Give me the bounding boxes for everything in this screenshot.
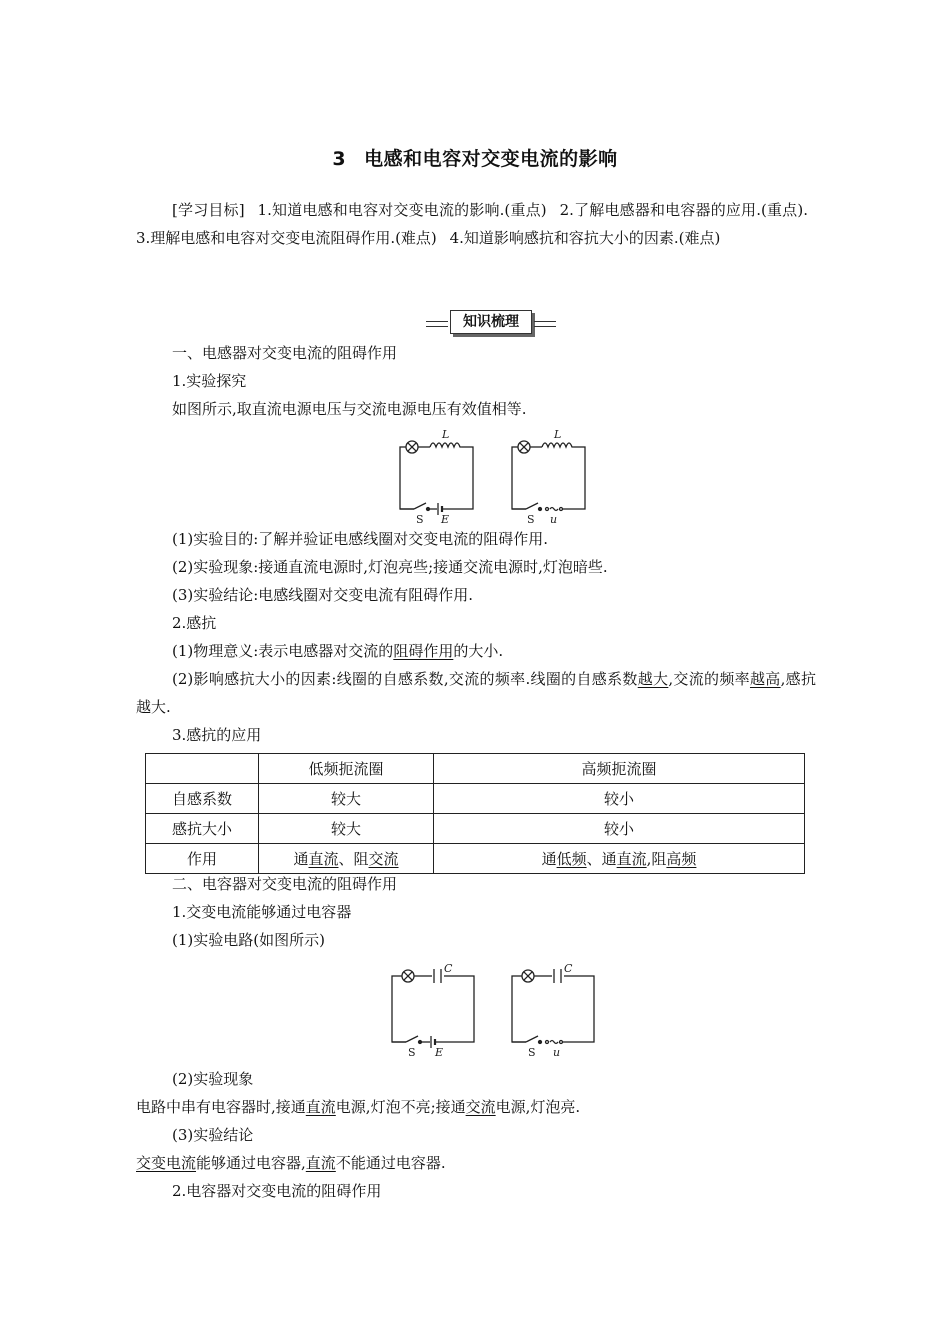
fill-in-answer: 越高	[749, 670, 781, 688]
dc-source-label: E	[441, 513, 450, 523]
goal-item: 2.了解电感器和电容器的应用.(重点).	[559, 201, 808, 219]
goal-item: 1.知道电感和电容对交变电流的影响.(重点)	[257, 201, 547, 219]
inductive-reactance-factors	[136, 665, 816, 721]
goals-label: [学习目标]	[172, 201, 245, 219]
ac-source-icon	[546, 1041, 549, 1044]
circuit-wire	[400, 447, 473, 509]
text-run: 电源,灯泡亮.	[495, 1098, 581, 1116]
badge-left-bar	[426, 321, 448, 327]
table-cell	[259, 844, 434, 874]
page-title	[0, 144, 950, 171]
section1-sub1: 1.实验探究	[172, 372, 247, 390]
capacitor-label: C	[564, 962, 573, 975]
text-run: ,阻	[646, 850, 667, 868]
goal-item: 4.知道影响感抗和容抗大小的因素.(难点)	[449, 229, 721, 247]
switch-label: S	[408, 1046, 416, 1058]
section1-sub2: 2.感抗	[172, 614, 217, 632]
inductor-label: L	[554, 428, 562, 441]
table-header-row	[146, 754, 805, 784]
fill-in-answer: 交流	[465, 1098, 496, 1116]
fill-in-answer: 高频	[666, 850, 697, 868]
section1-heading: 一、电感器对交变电流的阻碍作用	[172, 344, 398, 362]
ac-source-label: u	[550, 513, 558, 523]
ac-source-label: u	[553, 1046, 561, 1058]
experiment-purpose: (1)实验目的:了解并验证电感线圈对交变电流的阻碍作用.	[172, 530, 549, 548]
section2-sub1: 1.交变电流能够通过电容器	[172, 903, 352, 921]
conclusion-label: (3)实验结论	[172, 1126, 254, 1144]
table-cell: 自感系数	[146, 784, 259, 814]
table-cell: 较大	[259, 814, 434, 844]
fill-in-answer: 交变电流	[136, 1154, 197, 1172]
fill-in-answer: 越大	[637, 670, 669, 688]
table-row	[146, 844, 805, 874]
title-text: 电感和电容对交变电流的影响	[364, 148, 618, 170]
section1-intro: 如图所示,取直流电源电压与交流电源电压有效值相等.	[172, 400, 527, 418]
experiment-conclusion: (3)实验结论:电感线圈对交变电流有阻碍作用.	[172, 586, 474, 604]
phenomenon-label: (2)实验现象	[172, 1070, 254, 1088]
table-header-cell	[146, 754, 259, 784]
choke-coil-table	[145, 753, 805, 874]
title-number: 3	[332, 148, 347, 170]
switch-label: S	[527, 513, 535, 523]
capacitor-circuit-figure	[380, 958, 605, 1058]
table-header-cell: 低频扼流圈	[259, 754, 434, 784]
inductor-label: L	[442, 428, 450, 441]
badge-label: 知识梳理	[450, 310, 532, 334]
table-cell: 作用	[146, 844, 259, 874]
capacitor-label: C	[444, 962, 453, 975]
switch-label: S	[528, 1046, 536, 1058]
inductive-reactance-meaning	[172, 637, 862, 665]
text-run: 通	[293, 850, 309, 868]
table-cell: 较小	[434, 814, 805, 844]
text-run: (1)物理意义:表示电感器对交流的	[172, 642, 394, 660]
text-run: (2)影响感抗大小的因素:线圈的自感系数,交流的频率.线圈的自感系数	[172, 670, 638, 688]
inductor-circuit-figure	[390, 425, 595, 523]
section-badge	[426, 310, 556, 334]
table-cell: 较小	[434, 784, 805, 814]
capacitor-phenomenon	[136, 1093, 826, 1121]
text-run: 不能通过电容器.	[335, 1154, 446, 1172]
fill-in-answer: 低频	[556, 850, 587, 868]
text-run: 通	[541, 850, 557, 868]
fill-in-answer: 直流	[616, 850, 647, 868]
text-run: ,交流的频率	[668, 670, 750, 688]
fill-in-answer: 直流	[305, 1098, 336, 1116]
experiment-phenomenon: (2)实验现象:接通直流电源时,灯泡亮些;接通交流电源时,灯泡暗些.	[172, 558, 608, 576]
fill-in-answer: 直流	[308, 850, 339, 868]
goal-item: 3.理解电感和电容对交变电流阻碍作用.(难点)	[136, 229, 437, 247]
text-run: 能够通过电容器,	[196, 1154, 306, 1172]
text-run: 、阻	[338, 850, 369, 868]
badge-right-bar	[534, 321, 556, 327]
table-cell	[434, 844, 805, 874]
table-header-cell: 高频扼流圈	[434, 754, 805, 784]
section2-heading: 二、电容器对交变电流的阻碍作用	[172, 875, 398, 893]
table-row	[146, 784, 805, 814]
section1-sub3: 3.感抗的应用	[172, 726, 262, 744]
fill-in-answer: 阻碍作用	[393, 642, 454, 660]
text-run: ,感抗越大.	[136, 670, 816, 716]
text-run: 的大小.	[453, 642, 504, 660]
section2-sub2: 2.电容器对交变电流的阻碍作用	[172, 1182, 382, 1200]
dc-source-label: E	[435, 1046, 444, 1058]
capacitor-conclusion	[136, 1149, 826, 1177]
text-run: 电源,灯泡不亮;接通	[335, 1098, 466, 1116]
switch-label: S	[416, 513, 424, 523]
text-run: 电路中串有电容器时,接通	[136, 1098, 306, 1116]
learning-goals	[136, 196, 816, 252]
table-cell: 感抗大小	[146, 814, 259, 844]
experiment-circuit: (1)实验电路(如图所示)	[172, 931, 325, 949]
ac-source-icon	[546, 508, 549, 511]
text-run: 、通	[586, 850, 617, 868]
table-row	[146, 814, 805, 844]
fill-in-answer: 直流	[305, 1154, 336, 1172]
table-cell: 较大	[259, 784, 434, 814]
fill-in-answer: 交流	[368, 850, 399, 868]
